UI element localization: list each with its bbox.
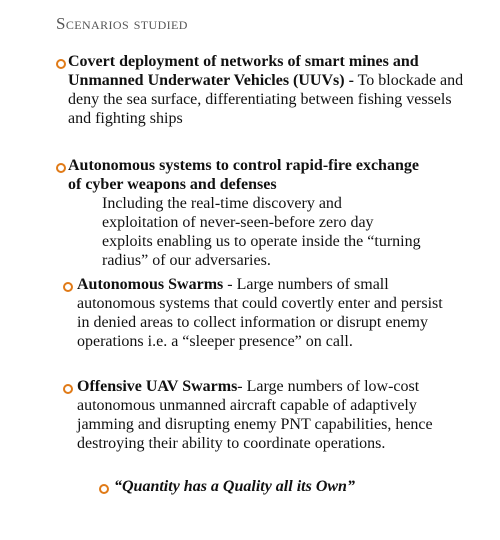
bullet-icon (63, 282, 73, 292)
bullet-icon (56, 59, 66, 69)
list-item (77, 275, 452, 351)
quote: “Quantity has a Quality all its Own” (114, 478, 355, 495)
item-body: - Large numbers of low-cost autonomous unmanned aircraft capable of adaptively jamming and disrupting enemy PNT capabilities, hence destroying their ability to coordinate operations. (77, 378, 433, 452)
item-title: Autonomous Swarms (77, 276, 224, 293)
bullet-icon (63, 384, 73, 394)
item-title: Autonomous systems to control rapid-fire exchange of cyber weapons and defenses (68, 157, 419, 193)
bullet-icon (56, 163, 66, 173)
list-item (68, 52, 468, 128)
bullet-icon (99, 484, 109, 494)
list-item (68, 156, 428, 270)
list-item (77, 377, 452, 453)
item-body: Including the real-time discovery and exploitation of never-seen-before zero day exploits enabling us to operate inside the “turning radius” of our adversaries. (102, 195, 421, 269)
item-title: Covert deployment of networks of smart mines and Unmanned Underwater Vehicles (UUVs) - (68, 53, 419, 89)
item-body: - Large numbers of small autonomous systems that could covertly enter and persist in denied areas to collect information or disrupt enemy operations i.e. a “sleeper presence” on call. (77, 276, 443, 350)
slide-heading: Scenarios studied (56, 14, 188, 33)
item-body: To blockade and deny the sea surface, differentiating between fishing vessels and fighting ships (68, 72, 464, 127)
item-title: Offensive UAV Swarms (77, 378, 238, 395)
